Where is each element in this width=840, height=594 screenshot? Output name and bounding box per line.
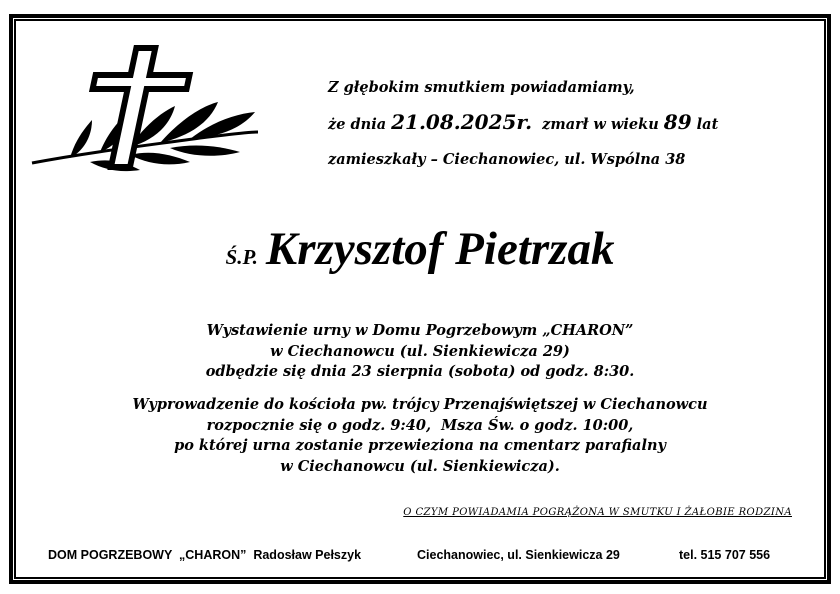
urn-line: Wystawienie urny w Domu Pogrzebowym „CHARON”: [206, 322, 634, 339]
urn-line: odbędzie się dnia 23 sierpnia (sobota) od godz. 8:30.: [205, 363, 635, 380]
intro-date-prefix: że dnia: [328, 116, 392, 133]
age: 89: [663, 110, 692, 134]
name-prefix: Ś.P.: [225, 245, 258, 269]
intro-line-2: [328, 105, 798, 142]
death-date: 21.08.2025r.: [391, 110, 533, 134]
footer-company: DOM POGRZEBOWY „CHARON” Radosław Pełszyk: [48, 548, 362, 562]
procession-line: w Ciechanowcu (ul. Sienkiewicza).: [280, 457, 560, 475]
urn-line: w Ciechanowcu (ul. Sienkiewicza 29): [270, 342, 570, 360]
intro-age-prefix: zmarł w wieku: [532, 116, 664, 133]
intro-line-1: Z głębokim smutkiem powiadamiamy,: [328, 79, 635, 96]
intro-line-3: zamieszkały – Ciechanowiec, ul. Wspólna 38: [328, 151, 686, 168]
footer-address: Ciechanowiec, ul. Sienkiewicza 29: [417, 548, 620, 562]
cross-with-palm-branch-icon: [30, 40, 260, 175]
intro-text: [328, 70, 798, 177]
procession-line: Wyprowadzenie do kościoła pw. trójcy Przenajświętszej w Ciechanowcu: [132, 396, 708, 413]
deceased-name-line: [0, 222, 840, 276]
procession-info: [0, 395, 840, 477]
deceased-name: Krzysztof Pietrzak: [265, 223, 615, 275]
urn-display-info: [0, 321, 840, 383]
family-signature: O CZYM POWIADAMIA POGRĄŻONA W SMUTKU I ŻAŁOBIE RODZINA: [403, 507, 792, 518]
footer-phone: tel. 515 707 556: [679, 548, 771, 562]
procession-line: po której urna zostanie przewieziona na cmentarz parafialny: [174, 437, 666, 454]
procession-line: rozpocznie się o godz. 9:40, Msza Św. o godz. 10:00,: [206, 416, 634, 434]
intro-age-suffix: lat: [691, 116, 719, 133]
